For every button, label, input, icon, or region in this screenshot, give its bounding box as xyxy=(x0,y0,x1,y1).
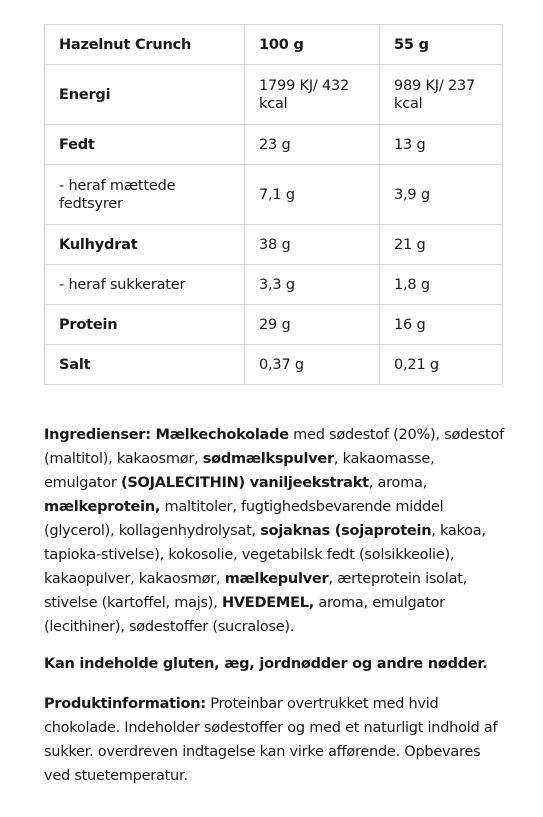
row-label-maettede-fedtsyrer xyxy=(45,165,245,225)
row-label-salt: Salt xyxy=(45,345,245,385)
ingredients-text: , kakoa, tapioka-stivelse), kokosolie, vegetabilsk fedt (solsikkeolie), kakaopulver, kakaosmør, xyxy=(44,523,486,587)
cell-line: fedtsyrer xyxy=(59,195,123,212)
cell-energi-55g xyxy=(380,65,503,125)
product-info-paragraph xyxy=(44,692,506,788)
row-label-protein: Protein xyxy=(45,305,245,345)
cell-protein-100g: 29 g xyxy=(245,305,380,345)
ingredients-text: , ærteprotein isolat, stivelse (kartoffel, majs), xyxy=(44,571,468,611)
product-info-label: Produktinformation: xyxy=(44,696,206,712)
cell-fedt-55g: 13 g xyxy=(380,125,503,165)
allergen-warning: Kan indeholde gluten, æg, jordnødder og andre nødder. xyxy=(44,656,488,672)
ingredients-bold: HVEDEMEL, xyxy=(221,595,314,611)
cell-sukkerater-100g: 3,3 g xyxy=(245,265,380,305)
cell-maettede-100g: 7,1 g xyxy=(245,165,380,225)
ingredients-text: med sødestof (20%), sødestof (maltitol), kakaosmør, xyxy=(44,427,504,467)
table-row xyxy=(45,165,503,225)
cell-line: kcal xyxy=(259,95,288,112)
row-label-kulhydrat: Kulhydrat xyxy=(45,225,245,265)
cell-line: 989 KJ/ 237 xyxy=(394,77,476,94)
table-row xyxy=(45,125,503,165)
ingredients-bold: sojaknas (sojaprotein xyxy=(260,523,432,539)
table-header-row xyxy=(45,25,503,65)
ingredients-bold: Ingredienser: Mælkechokolade xyxy=(44,427,289,443)
cell-energi-100g xyxy=(245,65,380,125)
table-row xyxy=(45,65,503,125)
cell-salt-55g: 0,21 g xyxy=(380,345,503,385)
nutrition-table xyxy=(44,24,503,385)
ingredients-paragraph xyxy=(44,423,506,639)
ingredients-text: maltitoler, fugtighedsbevarende middel (glycerol), kollagenhydrolysat, xyxy=(44,499,444,539)
table-row xyxy=(45,265,503,305)
table-row xyxy=(45,345,503,385)
ingredients-text: , aroma, xyxy=(368,475,428,491)
product-info-text: Proteinbar overtrukket med hvid chokolade. Indeholder sødestoffer og med et naturligt indhold af sukker. overdreven indtagelse kan virke afførende. Opbevares ved stuetemperatur. xyxy=(44,696,498,784)
ingredients-text: , kakaomasse, emulgator xyxy=(44,451,435,491)
cell-salt-100g: 0,37 g xyxy=(245,345,380,385)
cell-kulhydrat-55g: 21 g xyxy=(380,225,503,265)
ingredients-bold: mælkeprotein, xyxy=(44,499,161,515)
header-per-100g: 100 g xyxy=(245,25,380,65)
cell-line: 1799 KJ/ 432 xyxy=(259,77,350,94)
table-row xyxy=(45,225,503,265)
cell-line: kcal xyxy=(394,95,423,112)
cell-protein-55g: 16 g xyxy=(380,305,503,345)
cell-kulhydrat-100g: 38 g xyxy=(245,225,380,265)
cell-maettede-55g: 3,9 g xyxy=(380,165,503,225)
ingredients-bold: mælkepulver xyxy=(224,571,329,587)
header-per-55g: 55 g xyxy=(380,25,503,65)
cell-fedt-100g: 23 g xyxy=(245,125,380,165)
cell-line: - heraf mættede xyxy=(59,177,176,194)
table-row xyxy=(45,305,503,345)
ingredients-text: aroma, emulgator (lecithiner), sødestoffer (sucralose). xyxy=(44,595,445,635)
row-label-energi: Energi xyxy=(45,65,245,125)
ingredients-bold: sødmælkspulver xyxy=(202,451,334,467)
row-label-sukkerater: - heraf sukkerater xyxy=(45,265,245,305)
header-product-name: Hazelnut Crunch xyxy=(45,25,245,65)
ingredients-bold: (SOJALECITHIN) vaniljeekstrakt xyxy=(120,475,369,491)
cell-sukkerater-55g: 1,8 g xyxy=(380,265,503,305)
row-label-fedt: Fedt xyxy=(45,125,245,165)
